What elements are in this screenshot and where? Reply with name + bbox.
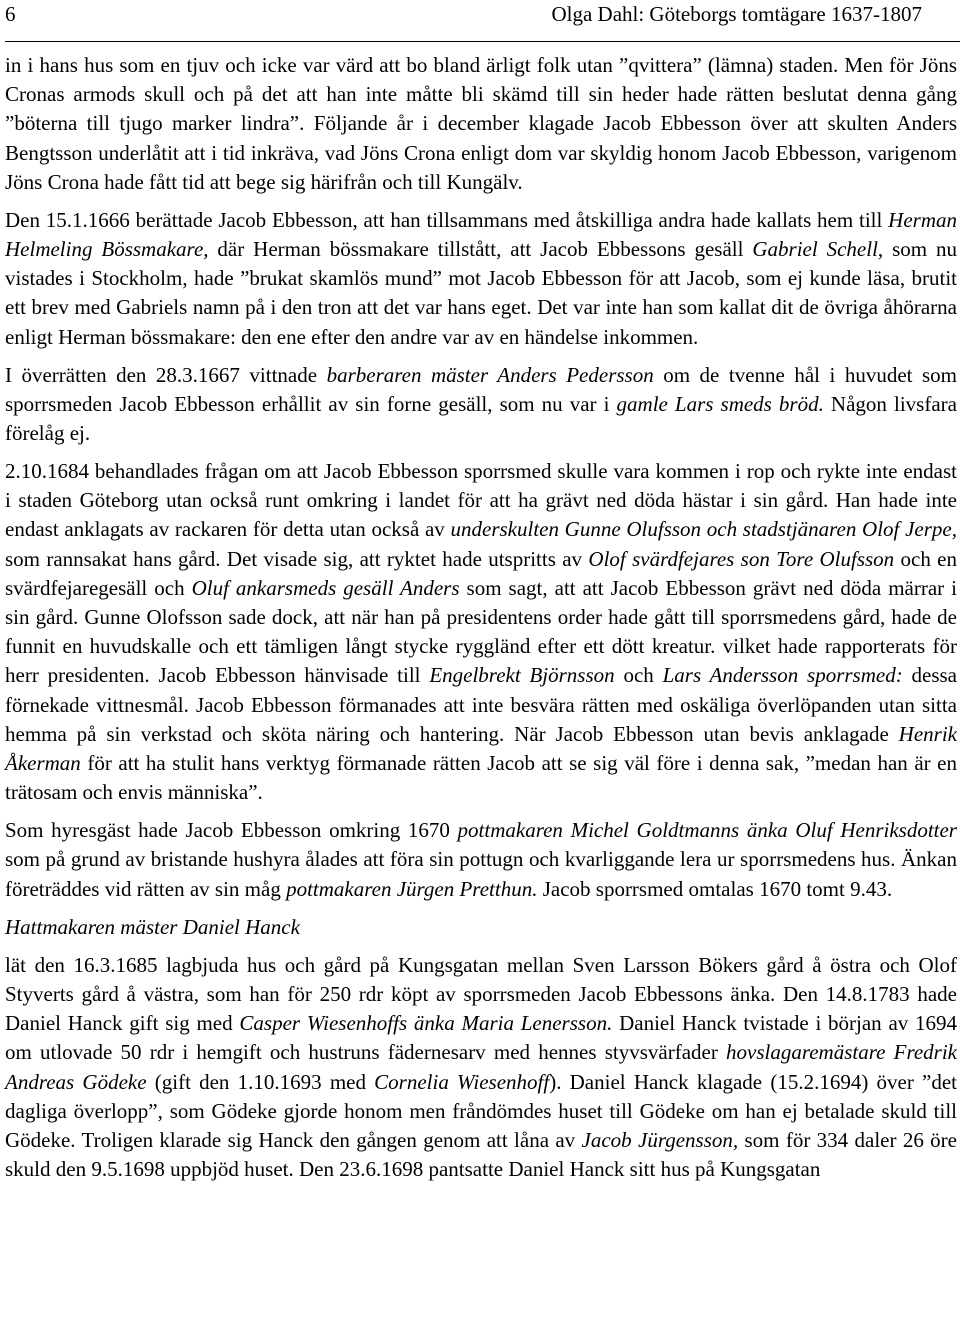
text-run: I överrätten den 28.3.1667 vittnade bbox=[5, 362, 327, 387]
text-run: Den 15.1.1666 berättade Jacob Ebbesson, att han tillsammans med åtskilliga andra hade kallats hem till bbox=[5, 207, 889, 232]
italic-run: Lars Andersson sporrsmed: bbox=[662, 663, 903, 688]
text-run: , som nu vistades i Stockholm, hade ”brukat skamlös mund” mot Jacob Ebbesson för att Jacob, som ej kunde läsa, brutit ett brev med Gabriels namn på i den tron att det var hans eget. Det var inte han som kallat dit de övriga åhörarna enligt Herman bössmakare: den ene efter den andre var av en händelse inkommen. bbox=[5, 237, 958, 349]
italic-run: hovslagaremästare Fredrik Andreas Gödeke bbox=[5, 1040, 957, 1094]
text-run: 2.10.1684 behandlades frågan om att Jacob Ebbesson sporrsmed skulle vara kommen i rop och rykte inte endast i staden Göteborg utan också runt omkring i landet för att ha grävt ned döda hästar i sin gård. Han hade inte endast anklagats av rackaren för detta utan också av bbox=[5, 459, 957, 542]
italic-run: Hattmakaren mäster Daniel Hanck bbox=[5, 914, 300, 939]
text-run: för att ha stulit hans verktyg förmanade rätten Jacob att se sig väl före i denna sak, ”medan han är en trätosam och envis människa”. bbox=[5, 751, 957, 805]
paragraph bbox=[5, 457, 957, 807]
text-run: (gift den 1.10.1693 med bbox=[146, 1069, 375, 1094]
italic-run: underskulten Gunne Olufsson och stadstjänaren Olof Jerpe, bbox=[450, 517, 957, 542]
italic-run: pottmakaren Jürgen Pretthun. bbox=[286, 876, 538, 901]
italic-run: Engelbrekt Björnsson bbox=[429, 663, 615, 688]
section-heading bbox=[5, 913, 957, 942]
paragraph bbox=[5, 206, 957, 352]
italic-run: gamle Lars smeds bröd. bbox=[616, 391, 824, 416]
italic-run: Cornelia Wiesenhoff bbox=[374, 1069, 550, 1094]
paragraph bbox=[5, 951, 957, 1185]
italic-run: Jacob Jürgensson, bbox=[581, 1128, 739, 1153]
italic-run: Herman Helmeling Bössmakare, bbox=[5, 207, 957, 262]
text-run: Som hyresgäst hade Jacob Ebbesson omkring 1670 bbox=[5, 818, 458, 843]
text-run: och en svärdfejaregesäll och bbox=[5, 546, 957, 600]
text-run: Jacob sporrsmed omtalas 1670 tomt 9.43. bbox=[537, 876, 893, 901]
page-header bbox=[5, 0, 922, 28]
italic-run: Casper Wiesenhoffs änka Maria Lenersson. bbox=[239, 1011, 613, 1036]
text-run: in i hans hus som en tjuv och icke var värd att bo bland ärligt folk utan ”qvittera” (lämna) staden. Men för Jöns Cronas armods skull och på det att han inte måtte bli skämd till sin heder hade rätten beslutat denna gång ”böterna till tjugo marker lindra”. Följande år i december klagade Jacob Ebbesson över att skulten Anders Bengtsson underlåtit att i tid inkräva, vad Jöns Crona enligt dom var skyldig honom Jacob Ebbesson, varigenom Jöns Crona hade fått tid att bege sig härifrån och till Kungälv. bbox=[5, 53, 957, 194]
italic-run: Oluf ankarsmeds gesäll Anders bbox=[191, 575, 460, 600]
header-rule bbox=[5, 41, 960, 42]
paragraph bbox=[5, 361, 957, 449]
paragraph bbox=[5, 51, 957, 197]
paragraph bbox=[5, 816, 957, 904]
italic-run: pottmakaren Michel Goldtmanns änka Oluf Henriksdotter bbox=[457, 818, 957, 843]
text-run: om de tvenne hål i huvudet som sporrsmeden Jacob Ebbesson erhållit av sin forne gesäll, som nu var i bbox=[5, 362, 957, 416]
italic-run: Gabriel Schell bbox=[752, 237, 878, 262]
text-run: som sagt, att att Jacob Ebbesson grävt ned döda märrar i sin gård. Gunne Olofsson sade dock, att när han på presidentens order hade gått till sporrsmedens gård, hade de funnit en huvudskalle och ett tämligen långt stycke ryggländ efter ett dött kreatur. vilket hade rapporterats för herr presidenten. Jacob Ebbesson hänvisade till bbox=[5, 575, 958, 688]
italic-run: Olof svärdfejares son Tore Olufsson bbox=[588, 546, 895, 571]
text-run: Någon livsfara förelåg ej. bbox=[5, 391, 957, 446]
italic-run: Henrik Åkerman bbox=[5, 721, 957, 776]
text-run: och bbox=[614, 663, 663, 688]
text-run: som rannsakat hans gård. Det visade sig, att ryktet hade utspritts av bbox=[5, 546, 589, 571]
text-run: som för 334 daler 26 öre skuld den 9.5.1698 uppbjöd huset. Den 23.6.1698 pantsatte Daniel Hanck sitt hus på Kungsgatan bbox=[5, 1128, 957, 1182]
text-run: ). Daniel Hanck klagade (15.2.1694) över ”det dagliga överlopp”, som Gödeke gjorde honom men fråndömdes huset till Gödeke om han ej betalade skuld till Gödeke. Troligen klarade sig Hanck den gången genom att låna av bbox=[5, 1069, 957, 1153]
text-run: Daniel Hanck tvistade i början av 1694 om utlovade 50 rdr i hemgift och hustruns fädernesarv med hennes styvsvärfader bbox=[5, 1011, 958, 1065]
text-run: där Herman bössmakare tillstått, att Jacob Ebbessons gesäll bbox=[208, 237, 753, 262]
running-title: Olga Dahl: Göteborgs tomtägare 1637-1807 bbox=[551, 2, 922, 26]
page-number: 6 bbox=[5, 2, 16, 26]
document-body bbox=[5, 51, 957, 1193]
text-run: lät den 16.3.1685 lagbjuda hus och gård på Kungsgatan mellan Sven Larsson Bökers gård å östra och Olof Styverts gård å västra, som han för 250 rdr köpt av sporrsmeden Jacob Ebbessons änka. Den 14.8.1783 hade Daniel Hanck gift sig med bbox=[5, 952, 957, 1036]
text-run: som på grund av bristande hushyra ålades att föra sin pottugn och kvarliggande lera ur sporrsmedens hus. Änkan företräddes vid rätten av sin måg bbox=[5, 847, 957, 901]
text-run: dessa förnekade vittnesmål. Jacob Ebbesson förmanades att inte besvära rätten med oskäliga överlöpanden utan sitta hemma på sin verkstad och sköta näring och hantering. När Jacob Ebbesson utan bevis anklagade bbox=[5, 663, 957, 746]
italic-run: barberaren mäster Anders Pedersson bbox=[326, 362, 654, 387]
